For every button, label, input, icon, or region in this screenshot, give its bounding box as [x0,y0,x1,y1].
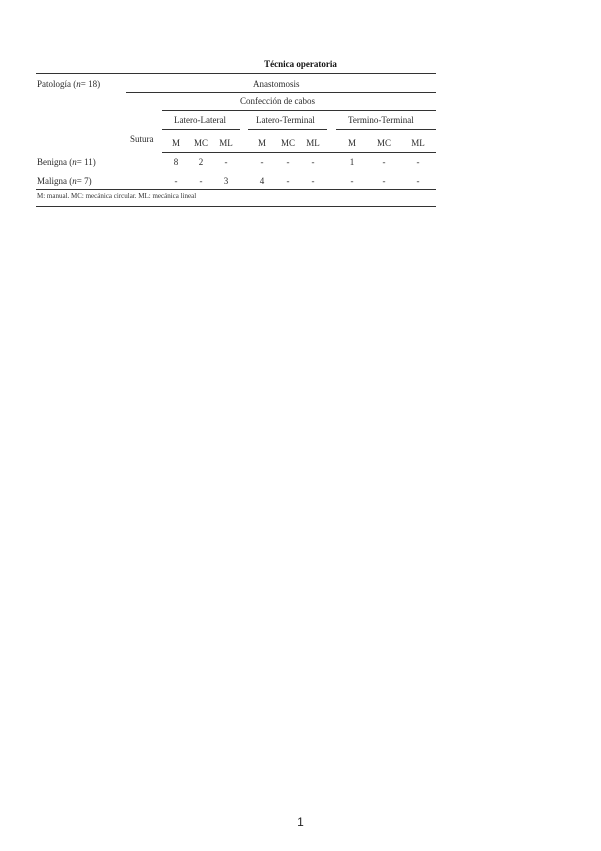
subcol-header: ML [411,138,425,148]
subcol-header: M [171,138,180,148]
subcol-header: M [347,138,356,148]
row-header-rest: = 18) [80,79,101,89]
subcol-rule [162,152,436,153]
group-header-latero-terminal: Latero-Terminal [256,115,315,125]
group-header-termino-terminal: Termino-Terminal [348,115,414,125]
table-cell: - [286,157,290,167]
table-cell: 4 [259,176,265,186]
table-cell: - [350,176,354,186]
row-header-text: Patología ( [37,79,77,89]
group-rule-3 [336,129,436,130]
table-cell: - [311,157,315,167]
row-header-n: n [76,79,81,89]
sutura-label: Sutura [130,134,154,144]
row-label [37,176,92,186]
subcol-header: ML [306,138,320,148]
row-label-n: n [72,176,77,186]
table-cell: - [416,176,420,186]
subcol-header: MC [193,138,208,148]
anastomosis-rule [126,92,436,93]
table-cell: - [260,157,264,167]
table-cell: - [382,157,386,167]
group-header-latero-lateral: Latero-Lateral [174,115,226,125]
row-label-rest: = 11) [76,157,96,167]
table-cell: - [416,157,420,167]
table-cell: - [286,176,290,186]
anastomosis-header: Anastomosis [253,79,300,89]
subcol-header: MC [376,138,391,148]
confeccion-rule [162,110,436,111]
row-label-text: Maligna ( [37,176,73,186]
page-number: 1 [297,815,304,829]
table-cell: - [311,176,315,186]
row-header [37,79,100,89]
subcol-header: M [257,138,266,148]
table-cell: - [224,157,228,167]
confeccion-header: Confección de cabos [240,96,315,106]
row-label-n: n [72,157,77,167]
row-label-rest: = 7) [76,176,92,186]
table-cell: 1 [349,157,355,167]
table-cell: 3 [223,176,229,186]
table-cell: 2 [198,157,204,167]
table-cell: - [382,176,386,186]
top-rule [36,73,436,74]
table-title: Técnica operatoria [264,59,337,69]
table-cell: - [174,176,178,186]
group-rule-1 [162,129,240,130]
row-label-text: Benigna ( [37,157,73,167]
body-bottom-rule [36,189,436,190]
subcol-header: MC [280,138,295,148]
table-cell: - [199,176,203,186]
subcol-header: ML [219,138,233,148]
table-bottom-rule [36,206,436,207]
table-footnote: M: manual. MC: mecánica circular. ML: mecánica lineal [37,192,197,200]
row-label [37,157,96,167]
table-cell: 8 [173,157,179,167]
group-rule-2 [248,129,327,130]
